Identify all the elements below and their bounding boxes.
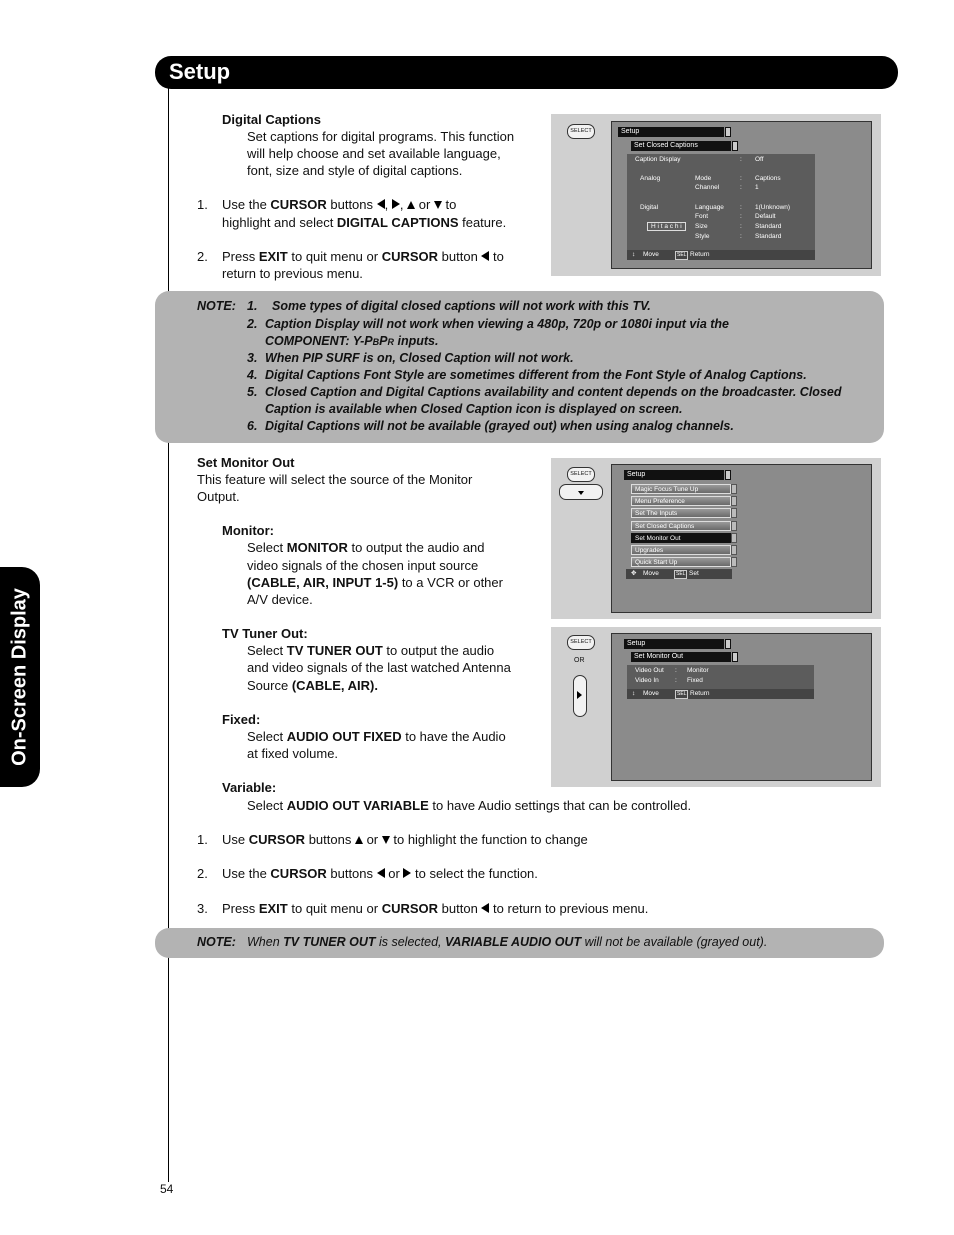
tuner-text: and video signals of the last watched Antenna [247,660,511,675]
step-number: 2. [197,249,208,264]
note-item-line2: Caption is available when Closed Caption icon is displayed on screen. [265,402,683,416]
arrow-down-icon [382,836,390,844]
note-item-line2: COMPONENT: Y-PBPR inputs. [265,334,439,348]
note-item: When TV TUNER OUT is selected, VARIABLE AUDIO OUT will not be available (grayed out). [247,935,768,949]
tuner-text: Source (CABLE, AIR). [247,678,378,693]
submenu-title: Set Closed Captions [631,141,731,151]
note-number: 3. [247,351,258,365]
note-label: NOTE: [197,935,236,949]
note-item: Caption Display will not work when viewing a 480p, 720p or 1080i input via the [265,317,730,331]
menu-title: Setup [624,470,724,480]
side-tab: On-Screen Display [0,567,40,787]
tuner-text: Select TV TUNER OUT to output the audio [247,643,495,658]
osd-help-bar: ↕ Move SEL Return [627,689,814,699]
margin-line [168,62,169,1182]
mo-step2: Use the CURSOR buttons or to select the function. [222,866,538,881]
page-title: Setup [169,59,231,84]
menu-item: Menu Preference [631,496,731,506]
menu-item: Set The Inputs [631,508,731,518]
menu-item: Upgrades [631,545,731,555]
cursor-pad-icon [559,484,603,500]
or-label: OR [574,657,585,664]
arrow-right-icon [392,199,400,209]
note-label: NOTE: [197,299,236,313]
select-button-icon: SELECT [567,635,595,650]
note-item: Digital Captions will not be available (grayed out) when using analog channels. [265,419,734,433]
dc-step1-line2: highlight and select DIGITAL CAPTIONS feature. [222,215,507,230]
menu-item: Quick Start Up [631,557,731,567]
monitor-heading: Monitor: [222,523,274,538]
tv-screen [611,633,872,781]
arrow-up-icon [355,836,363,844]
captions-panel: Caption Display : Off Analog Mode : Captions Channel : 1 Digital Language : 1(Unknown) Font : Default H i t a c h i Size : Standard Style : Standard [627,154,815,250]
osd-setup-menu-figure [551,458,881,619]
tv-screen [611,464,872,613]
dc-step1: Use the CURSOR buttons , , or to [222,197,457,212]
mo-step1: Use CURSOR buttons or to highlight the function to change [222,832,588,847]
note-item: Some types of digital closed captions will not work with this TV. [272,299,651,313]
page-header [155,56,898,89]
mo-step3: Press EXIT to quit menu or CURSOR button to return to previous menu. [222,901,649,916]
step-number: 1. [197,832,208,847]
select-button-icon: SELECT [567,124,595,139]
note-item: Digital Captions Font Style are sometimes different from the Font Style of Analog Captions. [265,368,807,382]
submenu-title: Set Monitor Out [631,652,731,662]
dc-desc-line: font, size and style of digital captions. [247,163,463,178]
monitor-out-heading: Set Monitor Out [197,455,295,470]
menu-item: Magic Focus Tune Up [631,484,731,494]
monitor-out-panel: Video Out : Monitor Video In : Fixed [627,665,814,689]
step-number: 1. [197,197,208,212]
note-item: Closed Caption and Digital Captions availability and content depends on the broadcaster. Closed [265,385,842,399]
menu-title: Setup [618,127,724,137]
note-item: When PIP SURF is on, Closed Caption will not work. [265,351,574,365]
cursor-pad-icon [573,675,587,717]
mo-desc-line: Output. [197,489,240,504]
mo-desc-line: This feature will select the source of the Monitor [197,472,473,487]
tuner-heading: TV Tuner Out: [222,626,308,641]
step-number: 3. [197,901,208,916]
menu-title: Setup [624,639,724,649]
note-number: 1. [247,299,258,313]
osd-closed-captions-figure [551,114,881,276]
note-number: 5. [247,385,258,399]
monitor-text: video signals of the chosen input source [247,558,479,573]
osd-monitor-out-figure [551,627,881,787]
arrow-left-icon [377,868,385,878]
dc-step2: Press EXIT to quit menu or CURSOR button to [222,249,504,264]
note-number: 6. [247,419,258,433]
tv-screen [611,121,872,269]
osd-help-bar: ✥ Move SEL Set [626,569,732,579]
variable-heading: Variable: [222,780,277,795]
arrow-up-icon [407,201,415,209]
monitor-text: Select MONITOR to output the audio and [247,540,485,555]
monitor-text: A/V device. [247,592,313,607]
note-number: 2. [247,317,258,331]
hitachi-logo: H i t a c h i [647,222,686,231]
note-number: 4. [247,368,258,382]
select-button-icon: SELECT [567,467,595,482]
monitor-text: (CABLE, AIR, INPUT 1-5) to a VCR or other [247,575,503,590]
step-number: 2. [197,866,208,881]
dc-step2-line2: return to previous menu. [222,266,363,281]
dc-desc-line: Set captions for digital programs. This function [247,129,515,144]
fixed-text: Select AUDIO OUT FIXED to have the Audio [247,729,506,744]
fixed-text: at fixed volume. [247,746,339,761]
fixed-heading: Fixed: [222,712,261,727]
osd-help-bar: ↕ Move SEL Return [627,250,815,260]
arrow-down-icon [434,201,442,209]
dc-desc-line: will help choose and set available language, [247,146,501,161]
page-number: 54 [160,1182,174,1196]
menu-item: Set Closed Captions [631,521,731,531]
variable-text: Select AUDIO OUT VARIABLE to have Audio settings that can be controlled. [247,798,692,813]
digital-captions-heading: Digital Captions [222,112,321,127]
menu-item-selected: Set Monitor Out [631,533,731,543]
arrow-left-icon [377,199,385,209]
